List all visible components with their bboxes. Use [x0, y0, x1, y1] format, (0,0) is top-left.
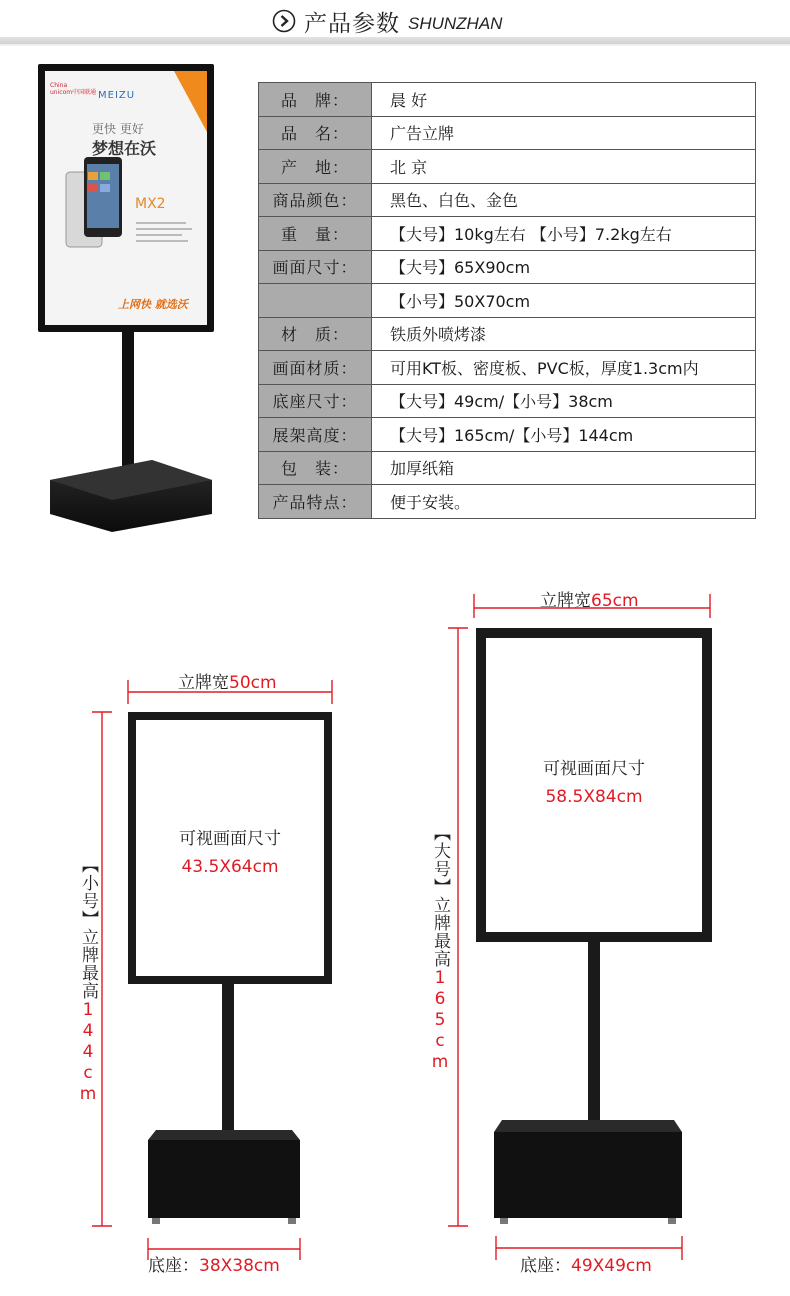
- poster-brand-unicom: [50, 82, 96, 96]
- poster-slogan-2: 梦想在沃: [92, 139, 157, 158]
- spec-value: 【大号】165cm/【小号】144cm: [390, 425, 634, 445]
- spec-value: 【大号】65X90cm: [390, 258, 531, 278]
- large-height-label-text: 【大号】立牌最高: [430, 824, 450, 968]
- large-height-value: 165cm: [430, 968, 450, 1073]
- small-screen-size: [136, 824, 324, 877]
- spec-row: [258, 485, 756, 519]
- spec-row: [258, 418, 756, 452]
- large-screen-value: 58.5X84cm: [545, 787, 643, 807]
- spec-label: 产品特点：: [259, 485, 372, 518]
- large-base-value: 49X49cm: [571, 1256, 652, 1276]
- large-screen-size: [486, 754, 702, 807]
- spec-row: [258, 452, 756, 486]
- header-divider: [0, 37, 790, 44]
- spec-row: [258, 150, 756, 184]
- small-width-value: 50cm: [229, 673, 277, 693]
- spec-value: 晨 好: [390, 90, 428, 110]
- header-title-cn: 产品参数: [304, 10, 400, 37]
- spec-value: 可用KT板、密度板、PVC板，厚度1.3cm内: [390, 358, 699, 378]
- spec-label: 画面尺寸：: [259, 251, 372, 284]
- spec-label: 商品颜色：: [259, 184, 372, 217]
- section-header: [0, 0, 790, 46]
- spec-value: 北 京: [390, 157, 428, 177]
- spec-row: [258, 83, 756, 117]
- header-title: [272, 6, 502, 36]
- spec-row: [258, 184, 756, 218]
- header-title-en: SHUNZHAN: [408, 14, 503, 33]
- large-stand-diagram: [430, 584, 730, 1264]
- spec-value: 铁质外喷烤漆: [390, 325, 487, 345]
- small-height-label: [76, 856, 101, 1105]
- spec-value: 【大号】49cm/【小号】38cm: [390, 392, 613, 412]
- spec-table: [258, 82, 756, 519]
- spec-value: 广告立牌: [390, 124, 455, 144]
- large-screen-label: 可视画面尺寸: [543, 759, 645, 779]
- spec-label: 底座尺寸：: [259, 385, 372, 418]
- small-screen-value: 43.5X64cm: [181, 857, 279, 877]
- spec-label: 展架高度：: [259, 418, 372, 451]
- small-height-value: 144cm: [78, 1000, 98, 1105]
- spec-value: 【小号】50X70cm: [390, 291, 531, 311]
- large-base-size: [520, 1251, 652, 1276]
- poster-slogan-1: 更快 更好: [92, 122, 144, 136]
- spec-value: 便于安装。: [390, 492, 471, 512]
- poster-bottom-slogan: 上网快 就选沃: [118, 298, 188, 311]
- large-height-label: [428, 824, 453, 1073]
- spec-label: [259, 284, 372, 317]
- small-base-value: 38X38cm: [199, 1256, 280, 1276]
- small-base-label: 底座：: [148, 1256, 199, 1276]
- spec-row: [258, 217, 756, 251]
- spec-label: 重 量：: [259, 217, 372, 250]
- spec-label: 画面材质：: [259, 351, 372, 384]
- small-base-size: [148, 1251, 280, 1276]
- chevron-right-circle-icon: [272, 9, 296, 33]
- spec-label: 包 装：: [259, 452, 372, 485]
- spec-label: 材 质：: [259, 318, 372, 351]
- small-width-label-text: 立牌宽: [178, 673, 229, 693]
- header-divider-highlight: [0, 44, 790, 46]
- spec-row: [258, 251, 756, 285]
- spec-row: [258, 351, 756, 385]
- spec-value: 黑色、白色、金色: [390, 191, 519, 211]
- small-height-label-text: 【小号】立牌最高: [78, 856, 98, 1000]
- spec-label: 品 牌：: [259, 83, 372, 116]
- small-screen-label: 可视画面尺寸: [179, 829, 281, 849]
- large-width-value: 65cm: [591, 591, 639, 611]
- spec-label: 产 地：: [259, 150, 372, 183]
- spec-row: [258, 385, 756, 419]
- poster-brand-meizu: MEIZU: [98, 90, 136, 101]
- spec-row: [258, 318, 756, 352]
- large-base-label: 底座：: [520, 1256, 571, 1276]
- large-width-label-text: 立牌宽: [540, 591, 591, 611]
- spec-row: [258, 284, 756, 318]
- poster-brand-line2: unicom中国联通: [50, 89, 97, 96]
- poster-model: MX2: [135, 196, 166, 212]
- poster-brand-line1: China: [50, 82, 68, 89]
- large-width-label: [540, 586, 639, 611]
- small-stand-diagram: [60, 670, 360, 1260]
- spec-value: 加厚纸箱: [390, 459, 455, 479]
- spec-label: 品 名：: [259, 117, 372, 150]
- small-width-label: [178, 668, 277, 693]
- spec-value: 【大号】10kg左右 【小号】7.2kg左右: [390, 224, 672, 244]
- spec-row: [258, 117, 756, 151]
